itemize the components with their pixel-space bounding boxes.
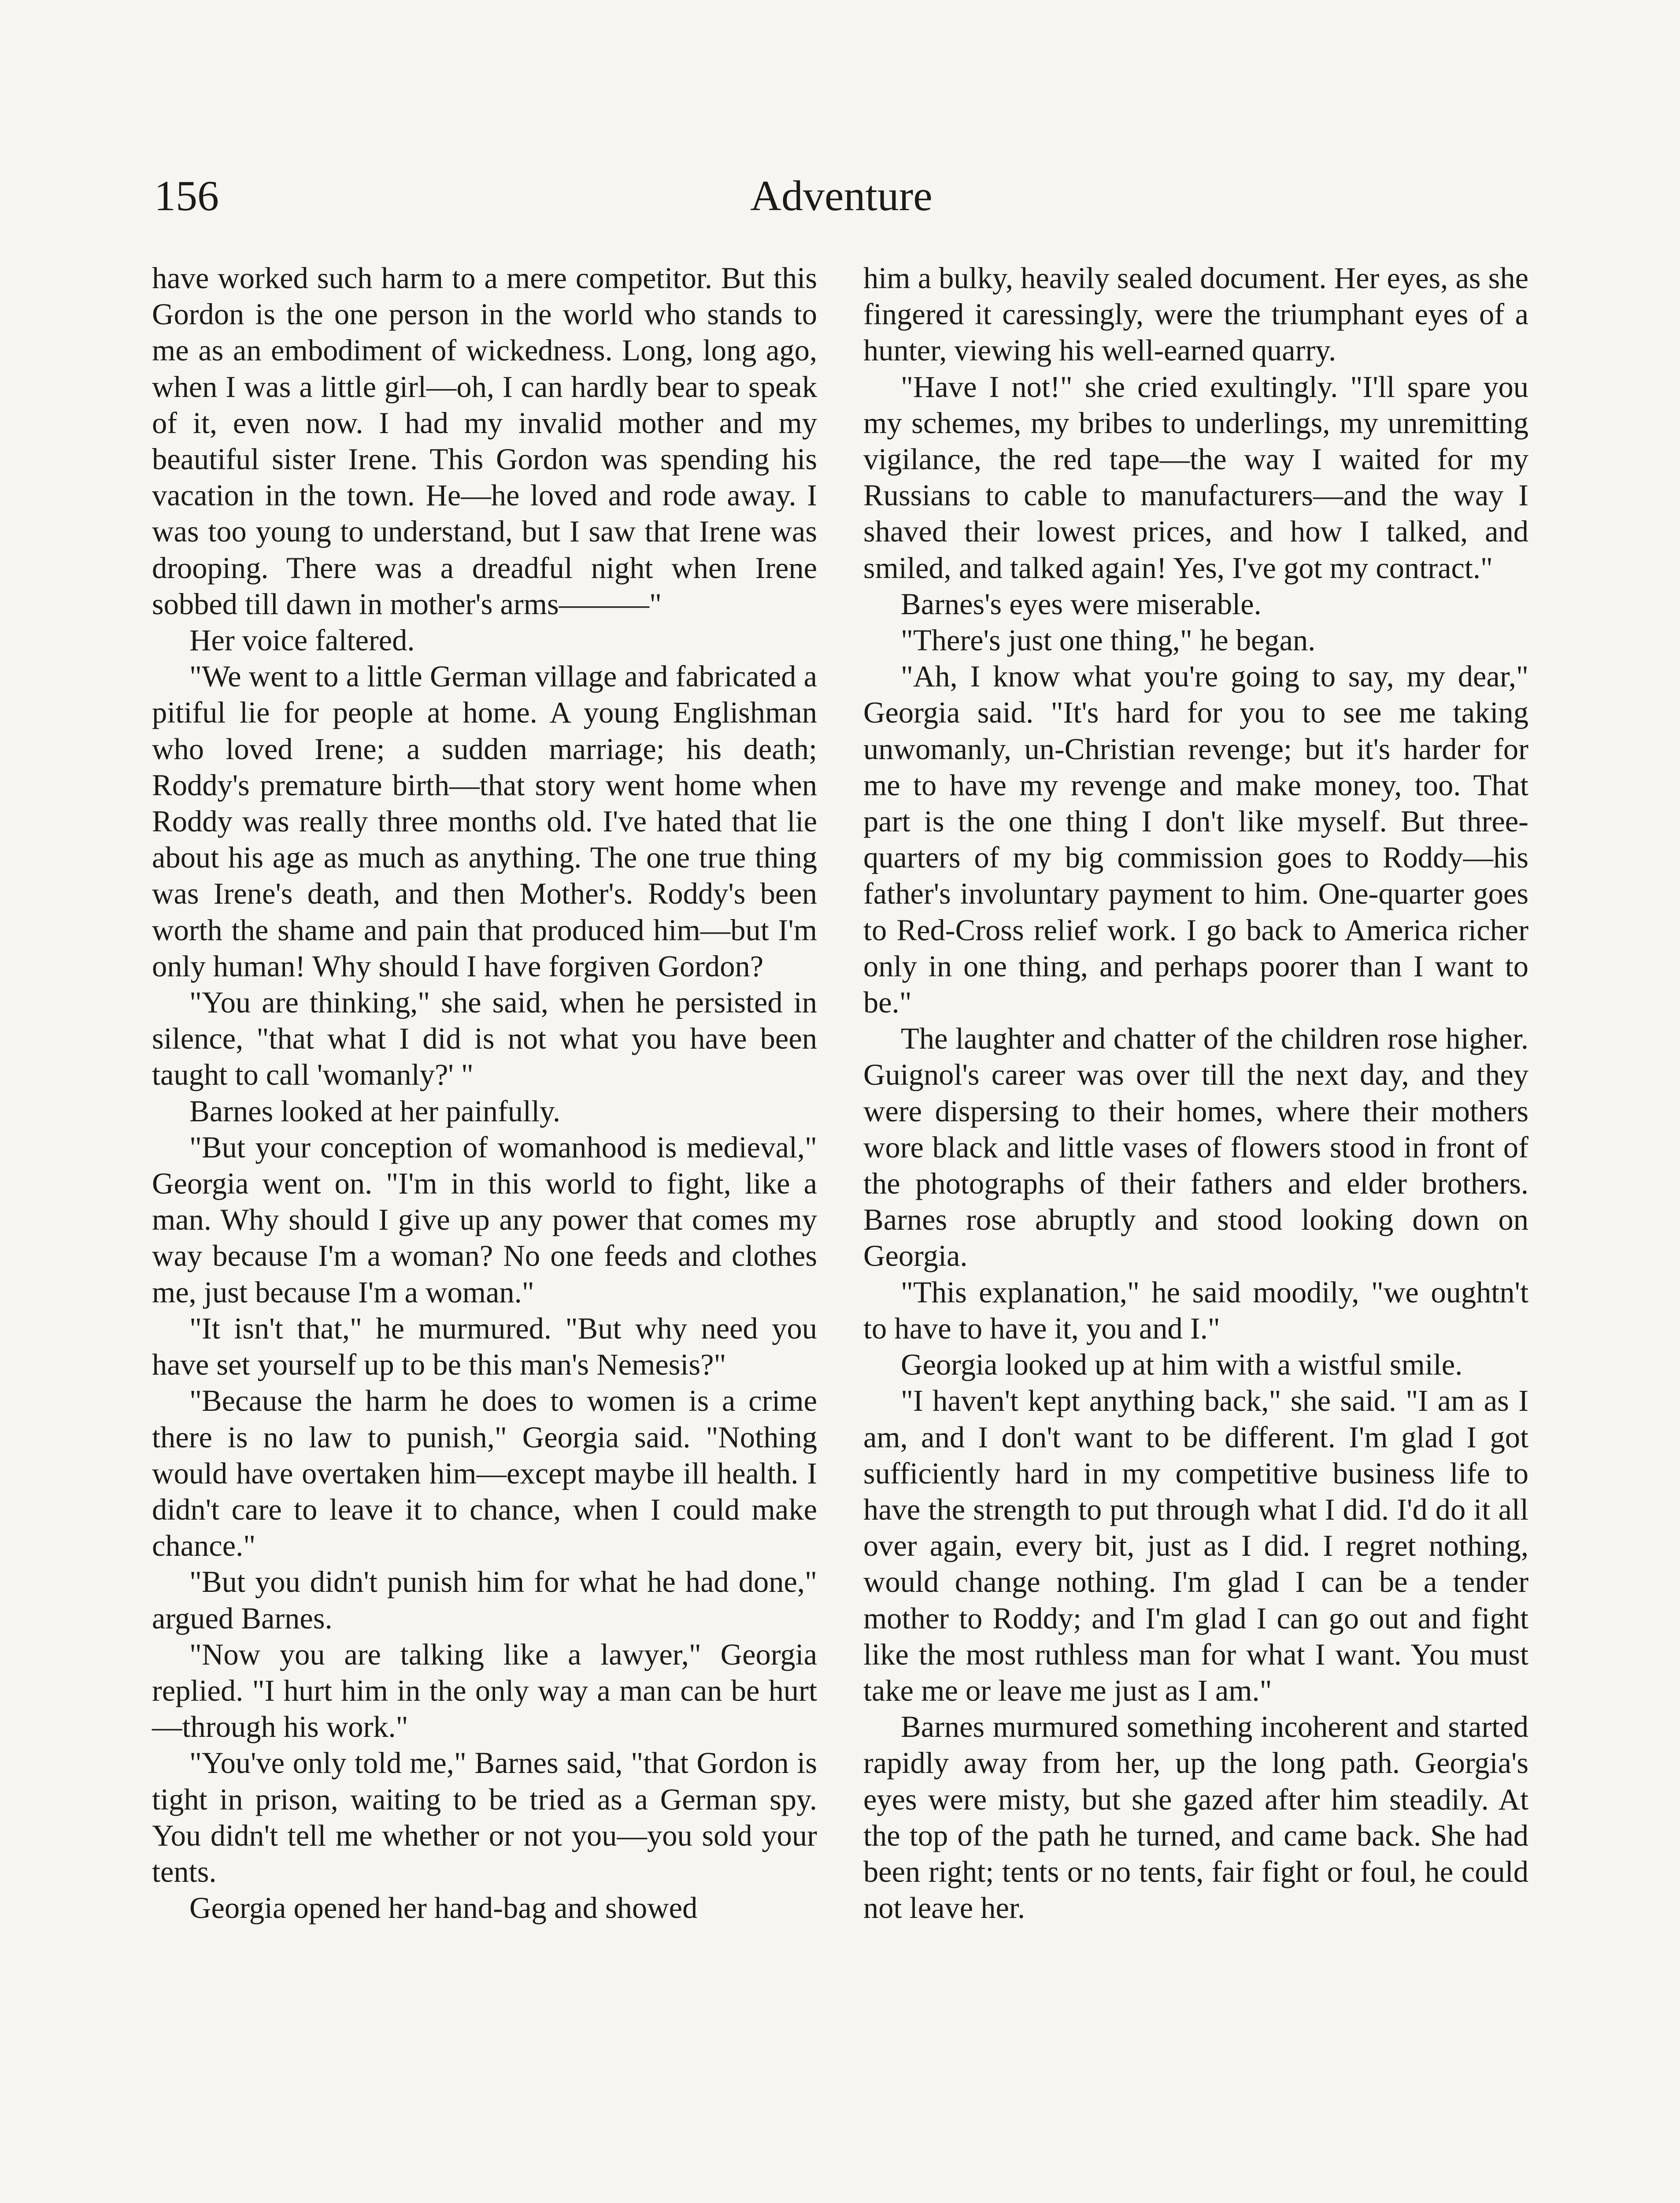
paragraph: have worked such harm to a mere competitor. But this Gordon is the one person in the world who stands to me as an embodiment of wickedness. Long, long ago, when I was a little girl—oh, I can hardly bear to speak of it, even now. I had my invalid mother and my beautiful sister Irene. This Gordon was spending his vacation in the town. He—he loved and rode away. I was too young to understand, but I saw that Irene was drooping. There was a dreadful night when Irene sobbed till dawn in mother's arms———" — [152, 261, 817, 621]
paragraph: "I haven't kept anything back," she said. "I am as I am, and I don't want to be different. I'm glad I got sufficiently hard in my competitive business life to have the strength to put through what I did. I'd do it all over again, every bit, just as I did. I regret nothing, would change nothing. I'm glad I can be a tender mother to Roddy; and I'm glad I can go out and fight like the most ruthless man for what I want. You must take me or leave me just as I am." — [863, 1384, 1528, 1707]
paragraph: "But your conception of womanhood is medieval," Georgia went on. "I'm in this world to fight, like a man. Why should I give up any power that comes my way because I'm a woman? No one feeds and clothes me, just because I'm a woman." — [152, 1130, 817, 1309]
paragraph: "You are thinking," she said, when he persisted in silence, "that what I did is not what you have been taught to call 'womanly?' " — [152, 986, 817, 1092]
running-title: Adventure — [750, 172, 933, 220]
paragraph: "This explanation," he said moodily, "we oughtn't to have to have it, you and I." — [863, 1275, 1528, 1345]
paragraph: "Because the harm he does to women is a crime there is no law to punish," Georgia said. "Nothing would have overtaken him—except maybe ill health. I didn't care to leave it to chance, when I could make chance." — [152, 1384, 817, 1563]
right-column — [863, 260, 1528, 1926]
paragraph: Barnes looked at her painfully. — [189, 1094, 561, 1128]
paragraph: Barnes's eyes were miserable. — [901, 587, 1262, 621]
page-header — [154, 167, 1528, 225]
paragraph: "Now you are talking like a lawyer," Georgia replied. "I hurt him in the only way a man can be hurt—through his work." — [152, 1637, 817, 1744]
paragraph: "We went to a little German village and fabricated a pitiful lie for people at home. A young Englishman who loved Irene; a sudden marriage; his death; Roddy's premature birth—that story went home when Roddy was really three months old. I've hated that lie about his age as much as anything. The one true thing was Irene's death, and then Mother's. Roddy's been worth the shame and pain that produced him—but I'm only human! Why should I have forgiven Gordon? — [152, 660, 817, 983]
paragraph: Georgia looked up at him with a wistful smile. — [901, 1348, 1463, 1382]
paragraph: "You've only told me," Barnes said, "that Gordon is tight in prison, waiting to be tried as a German spy. You didn't tell me whether or not you—you sold your tents. — [152, 1746, 817, 1888]
paragraph: "There's just one thing," he began. — [901, 623, 1316, 657]
paragraph: "It isn't that," he murmured. "But why need you have set yourself up to be this man's Nemesis?" — [152, 1311, 817, 1382]
paragraph: Barnes murmured something incoherent and started rapidly away from her, up the long path. Georgia's eyes were misty, but she gazed after him steadily. At the top of the path he turned, and came back. She had been right; tents or no tents, fair fight or foul, he could not leave her. — [863, 1710, 1528, 1925]
page-number: 156 — [154, 172, 219, 220]
paragraph: The laughter and chatter of the children rose higher. Guignol's career was over till the next day, and they were dispersing to their homes, where their mothers wore black and little vases of flowers stood in front of the photographs of their fathers and elder brothers. Barnes rose abruptly and stood looking down on Georgia. — [863, 1022, 1528, 1273]
left-column — [152, 260, 817, 1926]
paragraph: him a bulky, heavily sealed document. Her eyes, as she fingered it caressingly, were the triumphant eyes of a hunter, viewing his well-earned quarry. — [863, 261, 1528, 367]
paragraph: Georgia opened her hand-bag and showed — [189, 1891, 698, 1925]
paragraph: "Have I not!" she cried exultingly. "I'll spare you my schemes, my bribes to underlings, my unremitting vigilance, the red tape—the way I waited for my Russians to cable to manufacturers—and the way I shaved their lowest prices, and how I talked, and smiled, and talked again! Yes, I've got my contract." — [863, 370, 1528, 585]
paragraph: "Ah, I know what you're going to say, my dear," Georgia said. "It's hard for you to see me taking unwomanly, un-Christian revenge; but it's harder for me to have my revenge and make money, too. That part is the one thing I don't like myself. But three-quarters of my big commission goes to Roddy—his father's involuntary payment to him. One-quarter goes to Red-Cross relief work. I go back to America richer only in one thing, and perhaps poorer than I want to be." — [863, 660, 1528, 1020]
paragraph: "But you didn't punish him for what he had done," argued Barnes. — [152, 1565, 817, 1635]
paragraph: Her voice faltered. — [189, 623, 415, 657]
